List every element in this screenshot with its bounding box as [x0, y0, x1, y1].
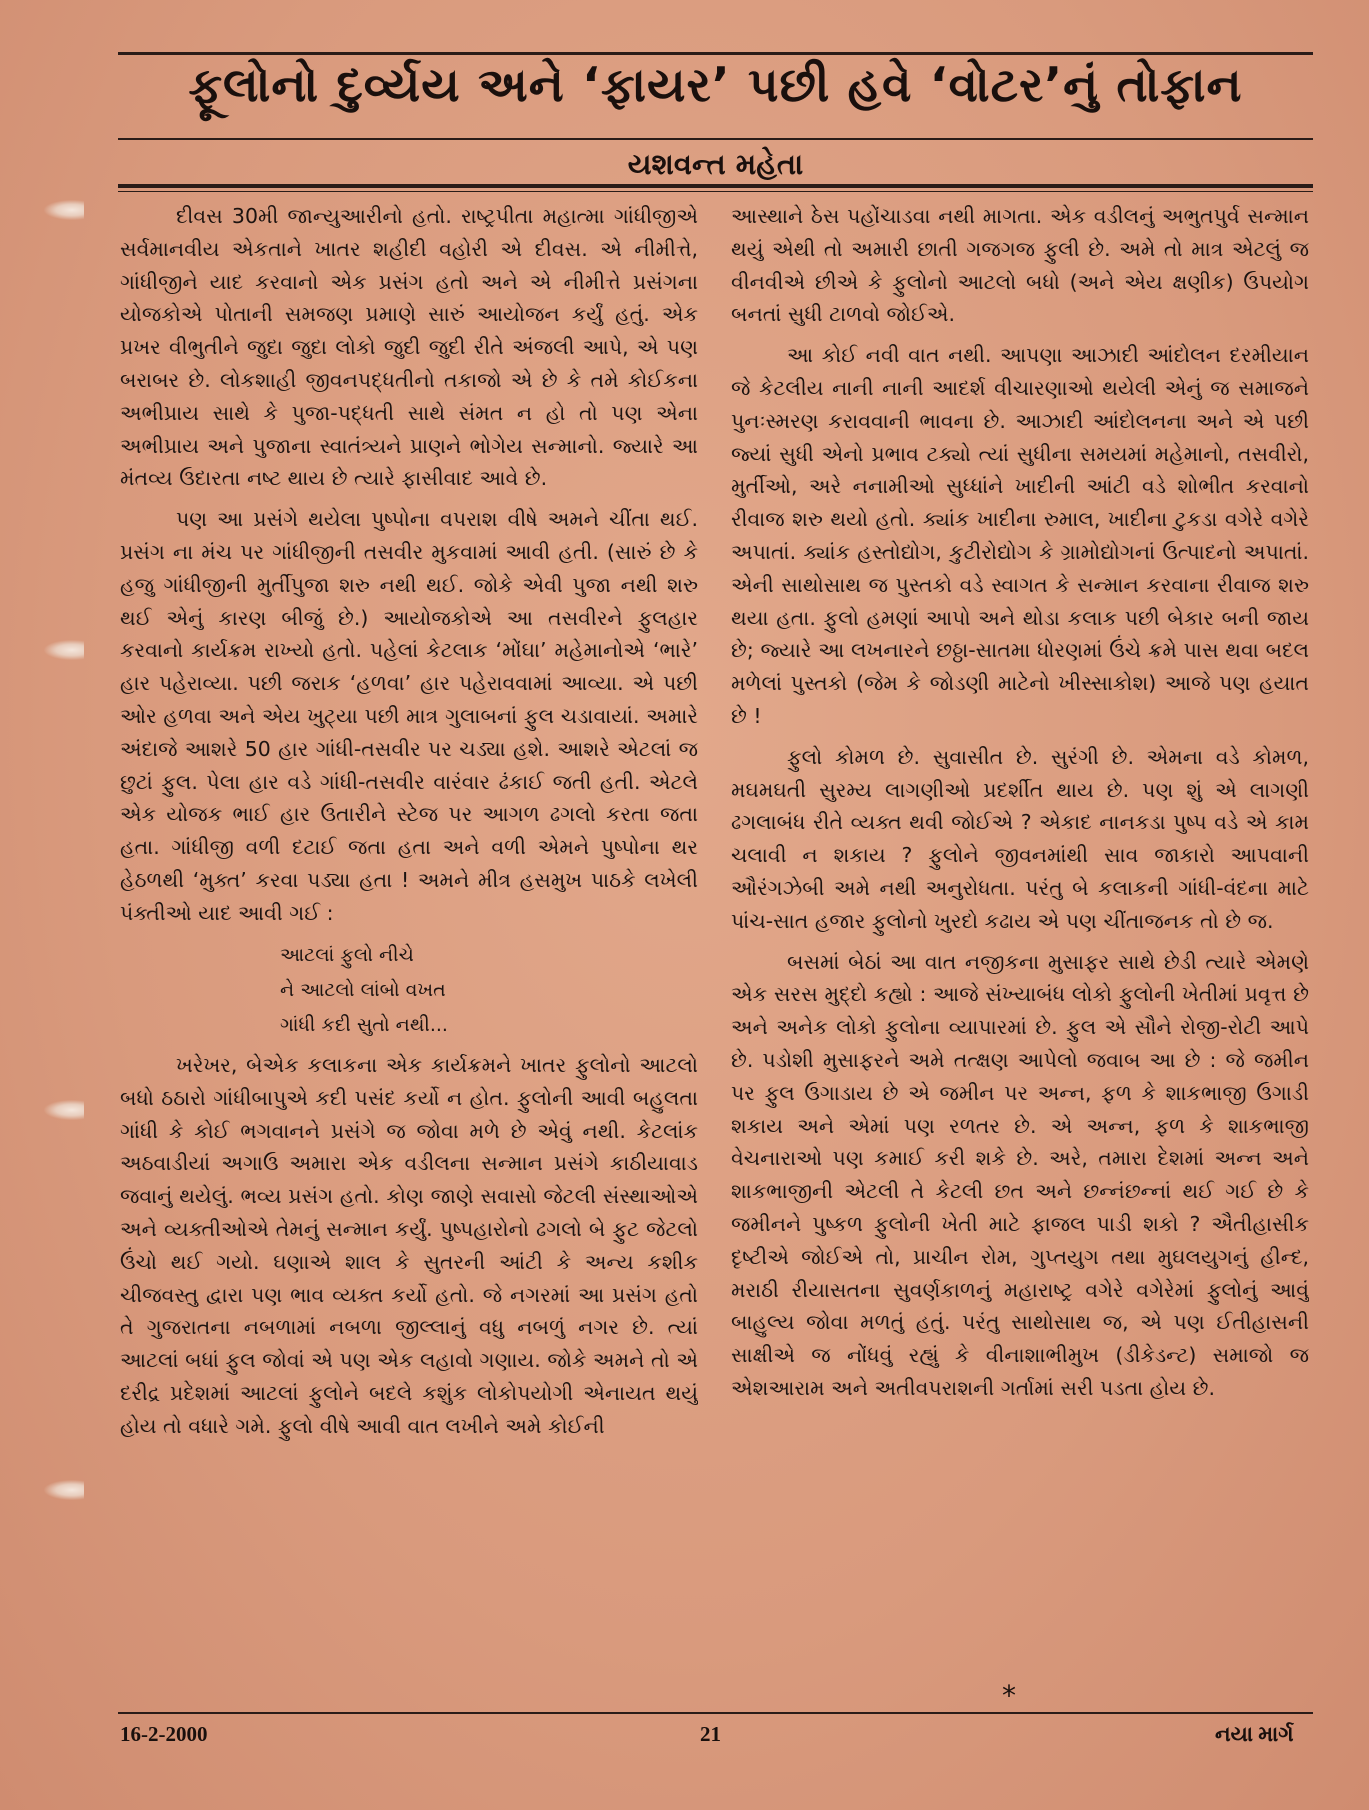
- top-rule: [118, 52, 1313, 55]
- article-title: ફૂલોનો દુર્વ્યય અને ‘ફાયર’ પછી હવે ‘વોટર’નું તોફાન: [188, 58, 1243, 113]
- title-rule: [118, 138, 1313, 140]
- paper-tear-mark: [44, 200, 84, 220]
- footer-date: 16-2-2000: [120, 1722, 208, 1746]
- page-number: 21: [700, 1722, 721, 1746]
- publication-name: નયા માર્ગ: [1215, 1722, 1294, 1746]
- header-rule-thin: [118, 191, 1313, 192]
- paper-tear-mark: [44, 1480, 84, 1500]
- paragraph: બસમાં બેઠાં આ વાત નજીકના મુસાફર સાથે છેડી ત્યારે એમણે એક સરસ મુદ્દો કહ્યો : આજે સંખ્યાબંધ લોકો ફુલોની ખેતીમાં પ્રવૃત્ત છે અને અનેક લોકો ફુલોના વ્યાપારમાં છે. ફુલ એ સૌને રોજી-રોટી આપે છે. પડોશી મુસાફરને અમે તત્ક્ષણ આપેલો જવાબ આ છે : જે જમીન પર ફુલ ઉગાડાય છે એ જમીન પર અન્ન, ફળ કે શાકભાજી ઉગાડી શકાય અને એમાં પણ રળતર છે. એ અન્ન, ફળ કે શાકભાજી વેચનારાઓ પણ કમાઈ કરી શકે છે. અરે, તમારા દેશમાં અન્ન અને શાકભાજીની એટલી તે કેટલી છત અને છન્નંછન્નાં થઈ ગઈ છે કે જમીનને પુષ્કળ ફુલોની ખેતી માટે ફાજલ પાડી શકો ? ઐતીહાસીક દૃષ્ટીએ જોઈએ તો, પ્રાચીન રોમ, ગુપ્તયુગ તથા મુઘલયુગનું હીન્દ, મરાઠી રીયાસતના સુવર્ણકાળનું મહારાષ્ટ્ર વગેરે વગેરેમાં ફુલોનું આવું બાહુલ્ય જોવા મળતું હતું. પરંતુ સાથોસાથ જ, એ પણ ઈતીહાસની સાક્ષીએ જ નોંધવું રહ્યું કે વીનાશાભીમુખ (ડીકેડન્ટ) સમાજો જ એશઆરામ અને અતીવપરાશની ગર્તામાં સરી પડતા હોય છે.: [731, 949, 1309, 1400]
- poem-line: ગાંધી કદી સુતો નથી...: [280, 1013, 448, 1036]
- paragraph: ફુલો કોમળ છે. સુવાસીત છે. સુરંગી છે. એમના વડે કોમળ, મઘમઘતી સુરમ્ય લાગણીઓ પ્રદર્શીત થાય છે. પણ શું એ લાગણી ઢગલાબંધ રીતે વ્યક્ત થવી જોઈએ ? એકાદ નાનકડા પુષ્પ વડે એ કામ ચલાવી ન શકાય ? ફુલોને જીવનમાંથી સાવ જાકારો આપવાની ઔરંગઝેબી અમે નથી અનુરોધતા. પરંતુ બે કલાકની ગાંધી-વંદના માટે પાંચ-સાત હજાર ફુલોનો ખુરદો કઢાય એ પણ ચીંતાજનક તો છે જ.: [731, 744, 1309, 933]
- poem-line: ને આટલો લાંબો વખત: [280, 978, 446, 1001]
- end-mark-asterisk: *: [1002, 1679, 1016, 1712]
- paragraph: પણ આ પ્રસંગે થયેલા પુષ્પોના વપરાશ વીષે અમને ચીંતા થઈ. પ્રસંગ ના મંચ પર ગાંધીજીની તસવીર મુકવામાં આવી હતી. (સારું છે કે હજુ ગાંધીજીની મુર્તીપુજા શરુ નથી થઈ. જોકે એવી પુજા નથી શરુ થઈ એનું કારણ બીજું છે.) આયોજકોએ આ તસવીરને ફુલહાર કરવાનો કાર્યક્રમ રાખ્યો હતો. પહેલાં કેટલાક ‘મોંઘા’ મહેમાનોએ ‘ભારે’ હાર પહેરાવ્યા. પછી જરાક ‘હળવા’ હાર પહેરાવવામાં આવ્યા. એ પછી ઓર હળવા અને એય ખુટ્યા પછી માત્ર ગુલાબનાં ફુલ ચડાવાયાં. અમારે અંદાજે આશરે 50 હાર ગાંધી-તસવીર પર ચડ્યા હશે. આશરે એટલાં જ છુટાં ફુલ. પેલા હાર વડે ગાંધી-તસવીર વારંવાર ઢંકાઈ જતી હતી. એટલે એક યોજક ભાઈ હાર ઉતારીને સ્ટેજ પર આગળ ઢગલો કરતા જતા હતા. ગાંધીજી વળી દટાઈ જતા હતા અને વળી એમને પુષ્પોના થર હેઠળથી ‘મુક્ત’ કરવા પડ્યા હતા ! અમને મીત્ર હસમુખ પાઠકે લખેલી પંક્તીઓ યાદ આવી ગઈ :: [120, 507, 698, 925]
- paragraph: આ કોઈ નવી વાત નથી. આપણા આઝાદી આંદોલન દરમીયાન જે કેટલીય નાની નાની આદર્શ વીચારણાઓ થયેલી એનું જ સમાજને પુનઃસ્મરણ કરાવવાની ભાવના છે. આઝાદી આંદોલનના અને એ પછી જ્યાં સુધી એનો પ્રભાવ ટક્યો ત્યાં સુધીના સમયમાં મહેમાનો, તસવીરો, મુર્તીઓ, અરે નનામીઓ સુધ્ધાંને ખાદીની આંટી વડે શોભીત કરવાનો રીવાજ શરુ થયો હતો. ક્યાંક ખાદીના રુમાલ, ખાદીના ટુકડા વગેરે વગેરે અપાતાં. ક્યાંક હસ્તોદ્યોગ, કુટીરોદ્યોગ કે ગ્રામોદ્યોગનાં ઉત્પાદનો અપાતાં. એની સાથોસાથ જ પુસ્તકો વડે સ્વાગત કે સન્માન કરવાના રીવાજ શરુ થયા હતા. ફુલો હમણાં આપો અને થોડા કલાક પછી બેકાર બની જાય છે; જ્યારે આ લખનારને છઠ્ઠા-સાતમા ધોરણમાં ઉંચે ક્રમે પાસ થવા બદલ મળેલાં પુસ્તકો (જેમ કે જોડણી માટેનો ખીસ્સાકોશ) આજે પણ હયાત છે !: [731, 343, 1309, 728]
- paragraph-continued: આસ્થાને ઠેસ પહોંચાડવા નથી માગતા. એક વડીલનું અભુતપુર્વ સન્માન થયું એથી તો અમારી છાતી ગજગજ ફુલી છે. અમે તો માત્ર એટલું જ વીનવીએ છીએ કે ફુલોનો આટલો બધો (અને એય ક્ષણીક) ઉપયોગ બનતાં સુધી ટાળવો જોઈએ.: [731, 204, 1309, 327]
- header-rule-thick: [118, 184, 1313, 188]
- right-column: [731, 200, 1309, 1682]
- paper-tear-mark: [44, 1100, 84, 1120]
- paragraph: દીવસ 30મી જાન્યુઆરીનો હતો. રાષ્ટ્રપીતા મહાત્મા ગાંધીજીએ સર્વમાનવીય એકતાને ખાતર શહીદી વહોરી એ દીવસ. એ નીમીત્તે, ગાંધીજીને યાદ કરવાનો એક પ્રસંગ હતો અને એ નીમીત્તે પ્રસંગના યોજકોએ પોતાની સમજણ પ્રમાણે સારું આયોજન કર્યું હતું. એક પ્રખર વીભુતીને જુદા જુદા લોકો જુદી જુદી રીતે અંજલી આપે, એ પણ બરાબર છે. લોકશાહી જીવનપદ્ધતીનો તકાજો એ છે કે તમે કોઈકના અભીપ્રાય સાથે કે પુજા-પદ્ધતી સાથે સંમત ન હો તો પણ એના અભીપ્રાય અને પુજાના સ્વાતંત્ર્યને પ્રાણને ભોગેય સન્માનો. જ્યારે આ મંતવ્ય ઉદારતા નષ્ટ થાય છે ત્યારે ફાસીવાદ આવે છે.: [120, 204, 698, 491]
- poem-line: આટલાં ફુલો નીચે: [280, 943, 414, 966]
- left-column: [120, 200, 698, 1682]
- poem-quote: [280, 938, 698, 1043]
- paper-tear-mark: [44, 640, 84, 660]
- article-author: યશવન્ત મહેતા: [627, 147, 804, 181]
- paragraph: ખરેખર, બેએક કલાકના એક કાર્યક્રમને ખાતર ફુલોનો આટલો બધો ઠઠારો ગાંધીબાપુએ કદી પસંદ કર્યો ન હોત. ફુલોની આવી બહુલતા ગાંધી કે કોઈ ભગવાનને પ્રસંગે જ જોવા મળે છે એવું નથી. કેટલાંક અઠવાડીયાં અગાઉ અમારા એક વડીલના સન્માન પ્રસંગે કાઠીયાવાડ જવાનું થયેલું. ભવ્ય પ્રસંગ હતો. કોણ જાણે સવાસો જેટલી સંસ્થાઓએ અને વ્યક્તીઓએ તેમનું સન્માન કર્યું. પુષ્પહારોનો ઢગલો બે ફુટ જેટલો ઉંચો થઈ ગયો. ઘણાએ શાલ કે સુતરની આંટી કે અન્ય કશીક ચીજવસ્તુ દ્વારા પણ ભાવ વ્યક્ત કર્યો હતો. જે નગરમાં આ પ્રસંગ હતો તે ગુજરાતના નબળામાં નબળા જીલ્લાનું વધુ નબળું નગર છે. ત્યાં આટલાં બધાં ફુલ જોવાં એ પણ એક લહાવો ગણાય. જોકે અમને તો એ દરીદ્ર પ્રદેશમાં આટલાં ફુલોને બદલે કશુંક લોકોપયોગી એનાયત થયું હોય તો વધારે ગમે. ફુલો વીષે આવી વાત લખીને અમે કોઈની: [120, 1052, 698, 1438]
- footer-rule: [118, 1712, 1313, 1714]
